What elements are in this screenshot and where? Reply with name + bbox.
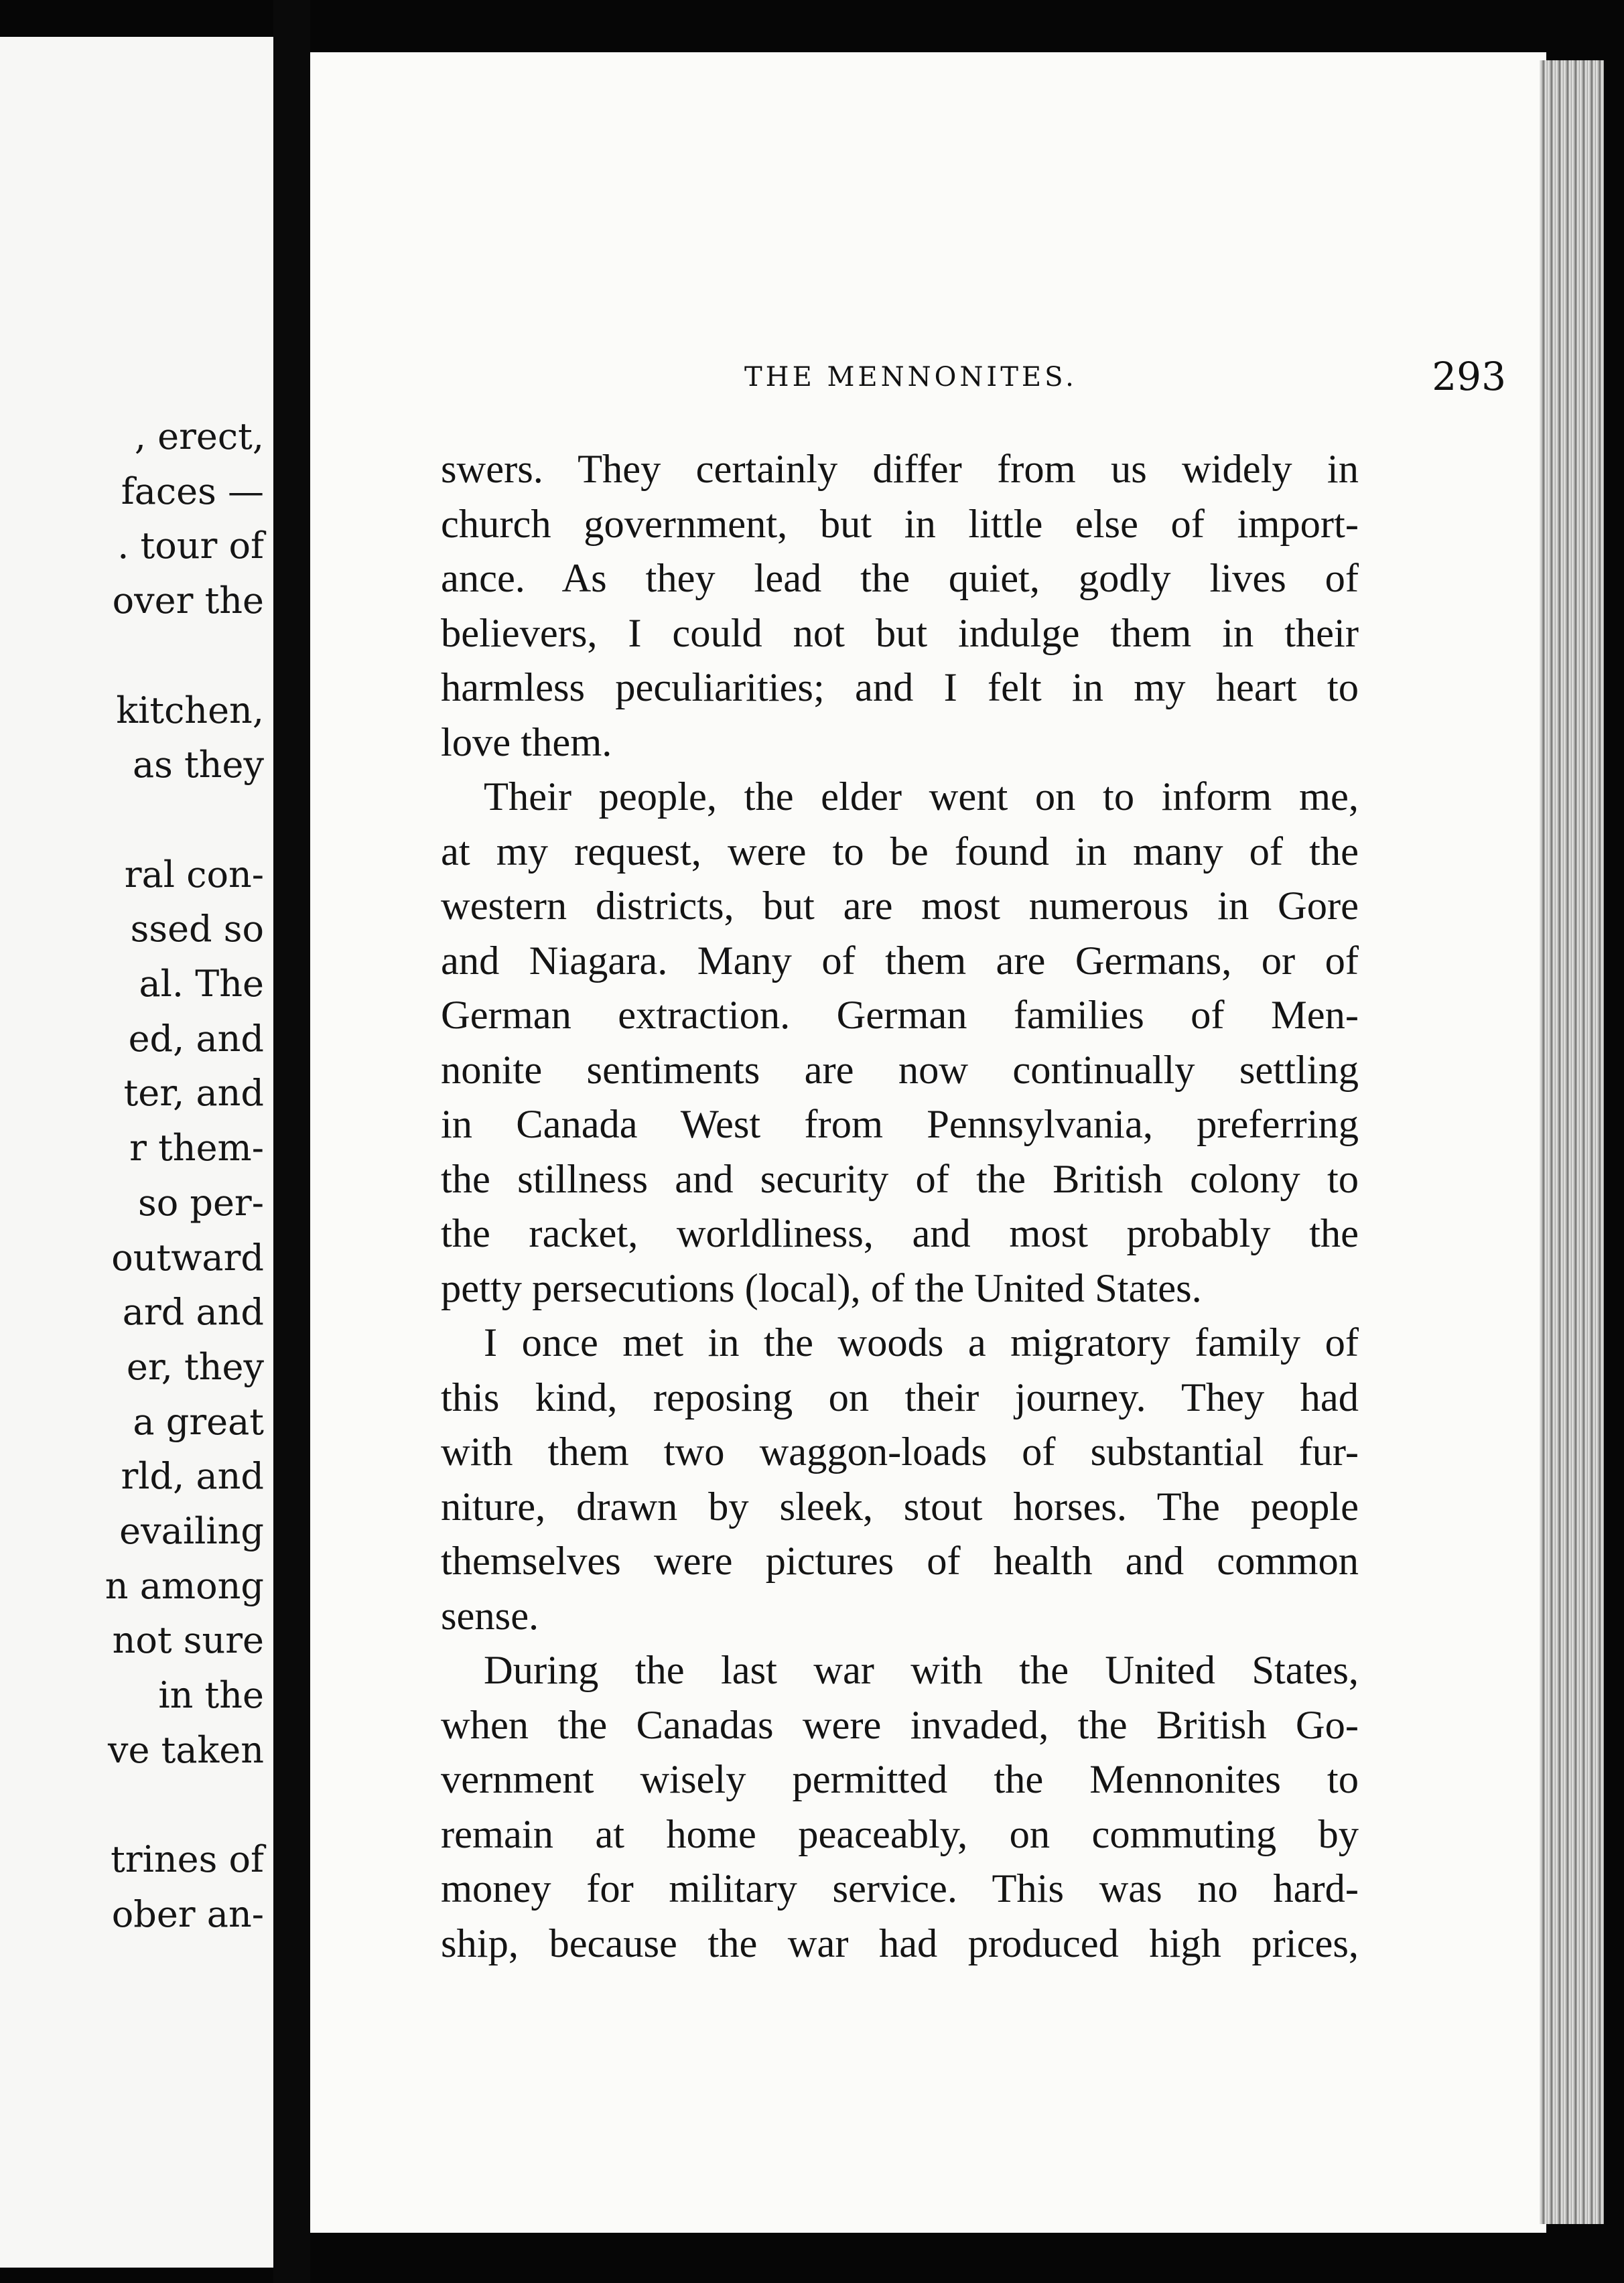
left-page-line-fragment: ter, and <box>123 1072 264 1115</box>
left-page-line-fragment: er, they <box>126 1345 264 1388</box>
text-line: During the last war with the United States, <box>484 1648 1359 1693</box>
left-page-line-fragment: in the <box>158 1674 264 1717</box>
text-line: ship, because the war had produced high prices, <box>441 1921 1359 1966</box>
left-page-line-fragment: , erect, <box>134 415 264 458</box>
text-line: love them. <box>441 719 612 765</box>
text-line: church government, but in little else of import- <box>441 501 1359 547</box>
left-page-line-fragment: so per- <box>138 1181 264 1224</box>
text-line: western districts, but are most numerous in Gore <box>441 884 1359 928</box>
left-page-line-fragment: n among <box>105 1564 264 1607</box>
left-page-line-fragment: ober an- <box>111 1892 264 1935</box>
left-page-line-fragment: ve taken <box>108 1728 264 1771</box>
left-page-line-fragment: outward <box>111 1236 264 1279</box>
text-line: themselves were pictures of health and common <box>441 1539 1359 1584</box>
page-number: 293 <box>1432 354 1506 399</box>
text-line: Their people, the elder went on to inform me, <box>484 774 1359 819</box>
text-line: vernment wisely permitted the Mennonites to <box>441 1757 1359 1802</box>
left-page-line-fragment: ssed so <box>130 908 264 951</box>
left-page-line-fragment: trines of <box>111 1838 264 1881</box>
left-page-line-fragment: evailing <box>119 1510 264 1552</box>
text-line: at my request, were to be found in many of the <box>441 829 1359 874</box>
left-page-line-fragment: rld, and <box>121 1455 264 1498</box>
left-page-line-fragment: over the <box>112 579 264 622</box>
text-line: niture, drawn by sleek, stout horses. The people <box>441 1484 1359 1529</box>
paragraph <box>441 770 1359 1316</box>
left-page-line-fragment: . tour of <box>117 525 264 567</box>
text-line: this kind, reposing on their journey. They had <box>441 1375 1359 1420</box>
page-edges <box>1540 60 1604 2224</box>
text-line: swers. They certainly differ from us widely in <box>441 447 1359 492</box>
text-line: I once met in the woods a migratory family of <box>484 1320 1359 1365</box>
text-line: petty persecutions (local), of the United States. <box>441 1265 1202 1311</box>
paragraph <box>441 442 1359 770</box>
text-line: with them two waggon-loads of substantial fur- <box>441 1430 1359 1474</box>
left-page-line-fragment: kitchen, <box>116 689 264 732</box>
left-page-line-fragment: r them- <box>129 1127 264 1170</box>
book-page <box>310 52 1546 2233</box>
left-page-line-fragment: ard and <box>122 1291 264 1334</box>
text-line: and Niagara. Many of them are Germans, or of <box>441 938 1359 983</box>
book-gutter <box>273 0 310 2283</box>
text-line: when the Canadas were invaded, the British Go- <box>441 1702 1359 1748</box>
left-page-line-fragment: faces — <box>121 470 264 512</box>
running-head <box>310 354 1546 402</box>
text-line: sense. <box>441 1593 539 1639</box>
text-line: money for military service. This was no hard- <box>441 1866 1359 1911</box>
left-page-line-fragment: a great <box>133 1400 264 1443</box>
text-line: German extraction. German families of Men- <box>441 993 1359 1038</box>
left-page-line-fragment: not sure <box>112 1619 264 1662</box>
body-text <box>441 442 1359 1971</box>
left-page-line-fragment: as they <box>132 744 264 786</box>
running-head-title: THE MENNONITES. <box>744 362 1077 393</box>
text-line: believers, I could not but indulge them in their <box>441 610 1359 656</box>
paragraph <box>441 1643 1359 1971</box>
text-line: the racket, worldliness, and most probably the <box>441 1211 1359 1256</box>
text-line: harmless peculiarities; and I felt in my heart to <box>441 665 1359 710</box>
paragraph <box>441 1316 1359 1643</box>
left-page-line-fragment: ed, and <box>128 1017 264 1060</box>
left-facing-page <box>0 37 273 2268</box>
text-line: in Canada West from Pennsylvania, preferring <box>441 1102 1359 1147</box>
left-page-line-fragment: al. The <box>139 963 264 1005</box>
text-line: ance. As they lead the quiet, godly lives of <box>441 556 1359 601</box>
text-line: the stillness and security of the British colony to <box>441 1156 1359 1202</box>
text-line: remain at home peaceably, on commuting by <box>441 1811 1359 1857</box>
left-page-line-fragment: ral con- <box>124 853 264 896</box>
text-line: nonite sentiments are now continually settling <box>441 1047 1359 1093</box>
